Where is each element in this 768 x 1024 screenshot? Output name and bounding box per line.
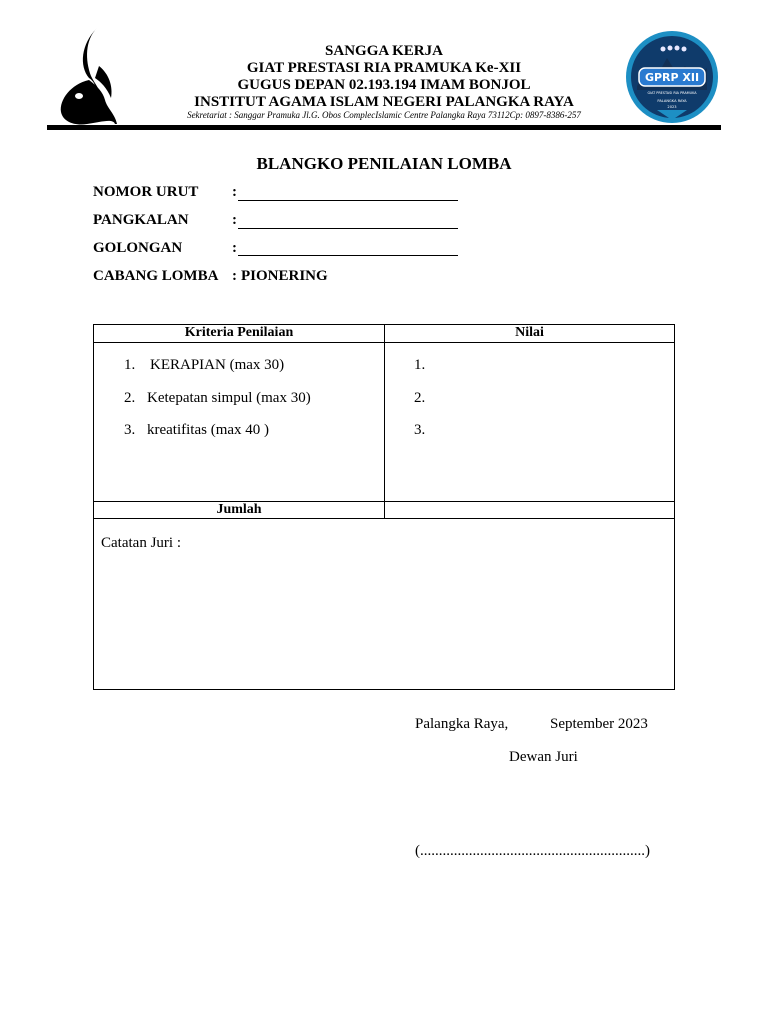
field-colon: : <box>232 184 237 200</box>
criteria-num: 3. <box>124 422 136 438</box>
footer-place: Palangka Raya, <box>415 716 509 732</box>
gprp-logo-main: GPRP XII <box>644 71 700 84</box>
table-divider <box>94 518 674 519</box>
field-colon: : <box>232 212 237 228</box>
score-slot[interactable]: 1. <box>414 357 426 373</box>
criteria-text: KERAPIAN (max 30) <box>150 357 285 373</box>
criteria-num: 1. <box>124 357 136 373</box>
score-slot[interactable]: 3. <box>414 422 426 438</box>
gprp-logo-year: 2023 <box>667 105 677 109</box>
footer-role: Dewan Juri <box>509 749 578 765</box>
field-label-golongan: GOLONGAN <box>93 240 183 256</box>
header-line-4: INSTITUT AGAMA ISLAM NEGERI PALANGKA RAYA <box>194 94 574 110</box>
signature-line[interactable]: (............................................................) <box>415 843 650 859</box>
field-colon: : <box>232 240 237 256</box>
field-colon: : <box>232 268 237 284</box>
judge-notes-label: Catatan Juri : <box>101 535 181 551</box>
field-value-cabang-lomba: PIONERING <box>241 268 328 284</box>
field-line-nomor-urut[interactable] <box>238 200 458 201</box>
header-line-1: SANGGA KERJA <box>325 43 443 59</box>
criteria-text: Ketepatan simpul (max 30) <box>147 390 311 406</box>
gprp-logo-sub: GIAT PRESTASI RIA PRAMUKA <box>647 91 697 95</box>
header-line-2: GIAT PRESTASI RIA PRAMUKA Ke-XII <box>246 60 522 76</box>
field-line-golongan[interactable] <box>238 255 458 256</box>
header-rule <box>47 125 721 130</box>
form-title: BLANGKO PENILAIAN LOMBA <box>256 154 512 173</box>
field-line-pangkalan[interactable] <box>238 228 458 229</box>
total-label: Jumlah <box>216 502 262 517</box>
gprp-logo-place: PALANGKA RAYA <box>657 99 687 103</box>
header-address: Sekretariat : Sanggar Pramuka Jl.G. Obos ComplecIslamic Centre Palangka Raya 73112Cp: 0897-8386-257 <box>187 110 581 120</box>
score-header: Nilai <box>515 325 544 340</box>
field-label-nomor-urut: NOMOR URUT <box>93 184 199 200</box>
footer-date: September 2023 <box>550 716 648 732</box>
criteria-text: kreatifitas (max 40 ) <box>147 422 270 438</box>
field-label-cabang-lomba: CABANG LOMBA <box>93 268 219 284</box>
scoring-table <box>93 324 675 690</box>
criteria-num: 2. <box>124 390 136 406</box>
field-label-pangkalan: PANGKALAN <box>93 212 189 228</box>
header-line-3: GUGUS DEPAN 02.193.194 IMAM BONJOL <box>237 77 531 93</box>
table-column-divider <box>384 325 385 518</box>
score-slot[interactable]: 2. <box>414 390 426 406</box>
criteria-header: Kriteria Penilaian <box>184 325 294 340</box>
